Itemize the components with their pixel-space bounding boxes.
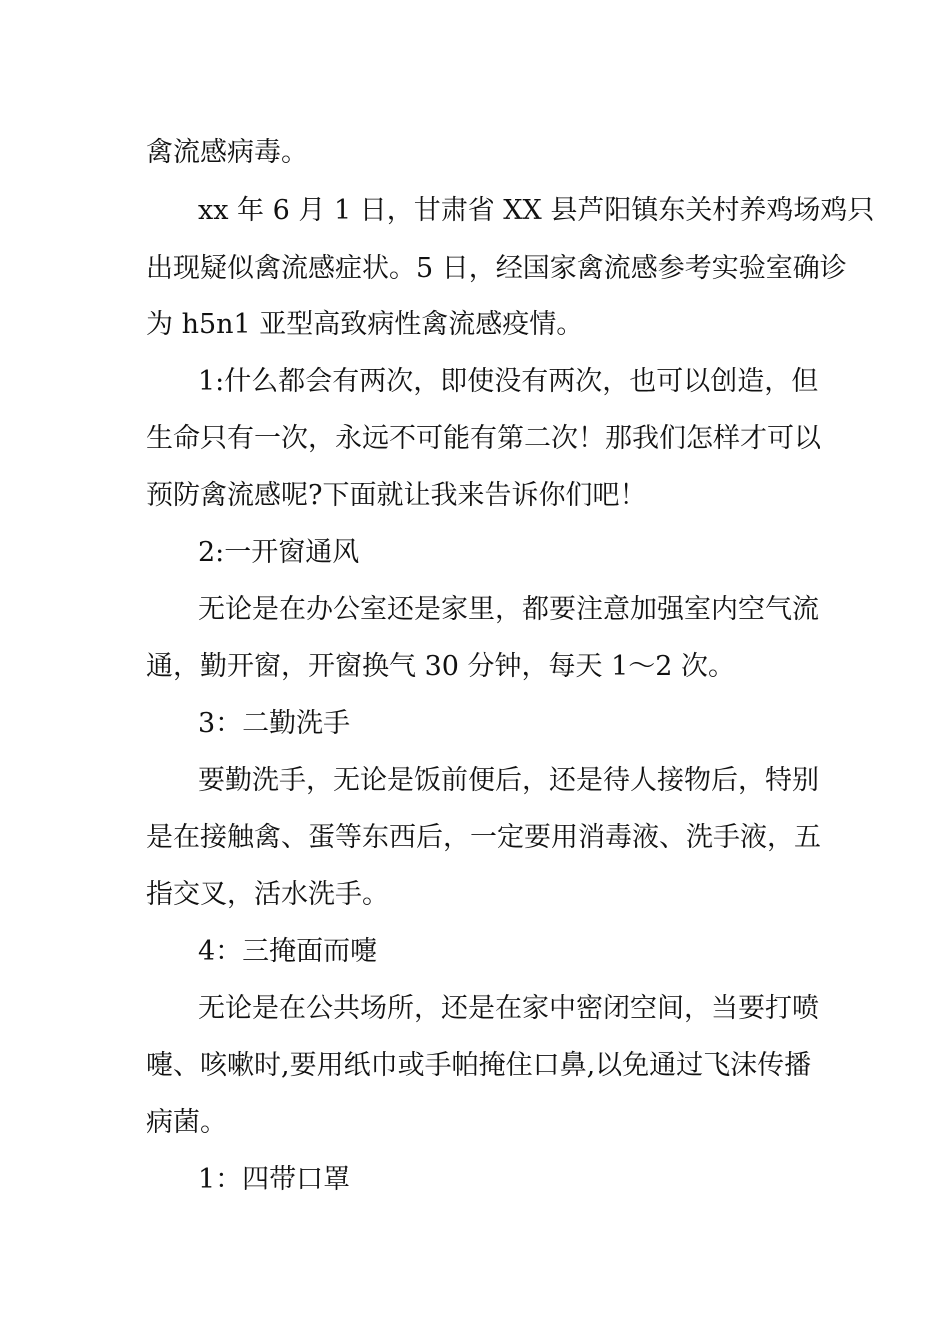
text-line: 出现疑似禽流感症状。5 日，经国家禽流感参考实验室确诊 [146, 253, 847, 284]
text-line: 通，勤开窗，开窗换气 30 分钟，每天 1～2 次。 [146, 651, 736, 682]
section-heading: 1：四带口罩 [198, 1164, 351, 1195]
text-line: 预防禽流感呢?下面就让我来告诉你们吧！ [146, 480, 647, 511]
section-heading: 2:一开窗通风 [198, 537, 360, 568]
text-line: 病菌。 [146, 1107, 227, 1138]
paragraph-first-line: 要勤洗手，无论是饭前便后，还是待人接物后，特别 [198, 765, 819, 796]
paragraph-first-line: 无论是在公共场所，还是在家中密闭空间，当要打喷 [198, 993, 819, 1024]
text-line: 指交叉，活水洗手。 [146, 879, 389, 910]
paragraph-first-line: 无论是在办公室还是家里，都要注意加强室内空气流 [198, 594, 819, 625]
text-line: 为 h5n1 亚型高致病性禽流感疫情。 [146, 309, 584, 340]
paragraph-first-line: xx 年 6 月 1 日，甘肃省 XX 县芦阳镇东关村养鸡场鸡只 [198, 195, 875, 226]
section-heading: 4：三掩面而嚏 [198, 936, 378, 967]
paragraph-first-line: 1:什么都会有两次，即使没有两次，也可以创造，但 [198, 366, 819, 397]
text-line: 禽流感病毒。 [146, 137, 308, 168]
text-line: 生命只有一次，永远不可能有第二次！那我们怎样才可以 [146, 423, 821, 454]
text-line: 嚏、咳嗽时,要用纸巾或手帕掩住口鼻,以免通过飞沫传播 [146, 1050, 812, 1081]
text-line: 是在接触禽、蛋等东西后，一定要用消毒液、洗手液，五 [146, 822, 821, 853]
section-heading: 3：二勤洗手 [198, 708, 351, 739]
